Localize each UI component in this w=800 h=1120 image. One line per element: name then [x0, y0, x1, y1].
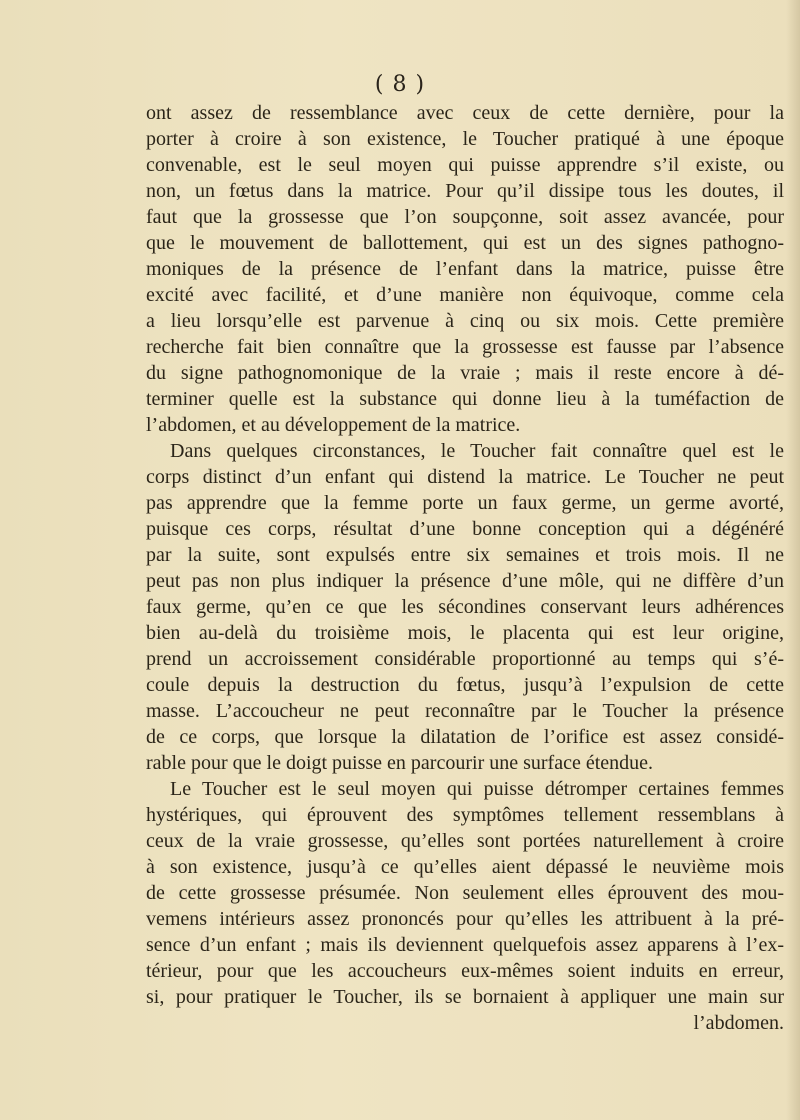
text-line: rable pour que le doigt puisse en parcourir une surface étendue.	[146, 752, 654, 774]
text-line: ont assez de ressemblance avec ceux de cette dernière, pour la	[146, 102, 784, 124]
text-line: masse. L’accoucheur ne peut reconnaître par le Toucher la présence	[146, 700, 784, 722]
text-line: moniques de la présence de l’enfant dans la matrice, puisse être	[146, 258, 784, 280]
text-line: faut que la grossesse que l’on soupçonne, soit assez avancée, pour	[146, 206, 784, 228]
text-line: non, un fœtus dans la matrice. Pour qu’il dissipe tous les doutes, il	[146, 180, 784, 202]
text-line: corps distinct d’un enfant qui distend la matrice. Le Toucher ne peut	[146, 466, 784, 488]
text-line: bien au-delà du troisième mois, le placenta qui est leur origine,	[146, 622, 784, 644]
text-line: hystériques, qui éprouvent des symptômes tellement ressemblans à	[146, 804, 784, 826]
body-text	[146, 100, 784, 1036]
text-line: recherche fait bien connaître que la grossesse est fausse par l’absence	[146, 336, 784, 358]
text-line: de cette grossesse présumée. Non seulement elles éprouvent des mou-	[146, 882, 784, 904]
text-line: l’abdomen, et au développement de la matrice.	[146, 414, 521, 436]
text-line: faux germe, qu’en ce que les sécondines conservant leurs adhérences	[146, 596, 784, 618]
text-line: excité avec facilité, et d’une manière non équivoque, comme cela	[146, 284, 784, 306]
text-line: si, pour pratiquer le Toucher, ils se bornaient à appliquer une main sur	[146, 986, 784, 1008]
text-line: Dans quelques circonstances, le Toucher fait connaître quel est le	[170, 440, 784, 462]
text-line: par la suite, sont expulsés entre six semaines et trois mois. Il ne	[146, 544, 784, 566]
text-line: a lieu lorsqu’elle est parvenue à cinq ou six mois. Cette première	[146, 310, 784, 332]
text-line: coule depuis la destruction du fœtus, jusqu’à l’expulsion de cette	[146, 674, 784, 696]
text-line: pas apprendre que la femme porte un faux germe, un germe avorté,	[146, 492, 784, 514]
text-line: à son existence, jusqu’à ce qu’elles aient dépassé le neuvième mois	[146, 856, 784, 878]
text-line: l’abdomen.	[693, 1012, 784, 1034]
text-line: convenable, est le seul moyen qui puisse apprendre s’il existe, ou	[146, 154, 784, 176]
text-line: vemens intérieurs assez prononcés pour qu’elles les attribuent à la pré-	[146, 908, 784, 930]
text-line: puisque ces corps, résultat d’une bonne conception qui a dégénéré	[146, 518, 784, 540]
page-number: ( 8 )	[374, 72, 426, 97]
text-line: prend un accroissement considérable proportionné au temps qui s’é-	[146, 648, 784, 670]
text-line: que le mouvement de ballottement, qui est un des signes pathogno-	[146, 232, 784, 254]
text-line: térieur, pour que les accoucheurs eux-mêmes soient induits en erreur,	[146, 960, 784, 982]
text-line: du signe pathognomonique de la vraie ; mais il reste encore à dé-	[146, 362, 784, 384]
text-line: de ce corps, que lorsque la dilatation de l’orifice est assez considé-	[146, 726, 784, 748]
text-line: ceux de la vraie grossesse, qu’elles sont portées naturellement à croire	[146, 830, 784, 852]
text-line: sence d’un enfant ; mais ils deviennent quelquefois assez apparens à l’ex-	[146, 934, 784, 956]
text-line: terminer quelle est la substance qui donne lieu à la tuméfaction de	[146, 388, 784, 410]
page-edge-shadow	[786, 0, 800, 1120]
text-line: Le Toucher est le seul moyen qui puisse détromper certaines femmes	[170, 778, 784, 800]
text-line: porter à croire à son existence, le Toucher pratiqué à une époque	[146, 128, 784, 150]
text-line: peut pas non plus indiquer la présence d’une môle, qui ne diffère d’un	[146, 570, 784, 592]
